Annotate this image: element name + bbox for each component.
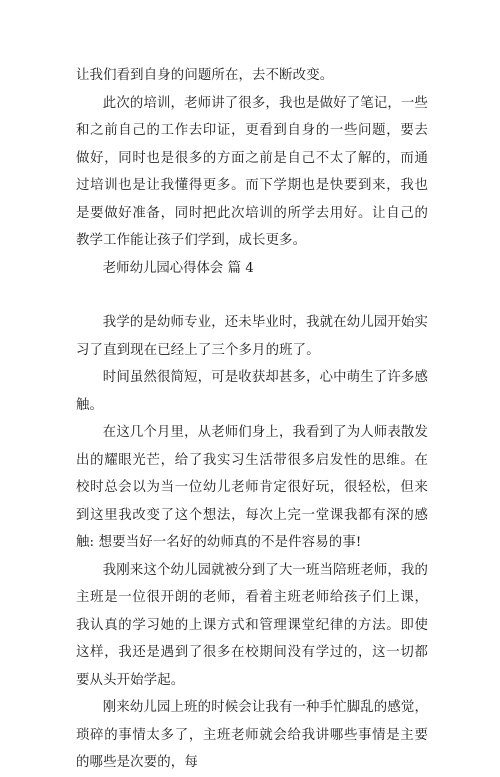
- paragraph-first-days: 刚来幼儿园上班的时候会让我有一种手忙脚乱的感觉，琐碎的事情太多了，主班老师就会给我讲哪些事情是主要的哪些是次要的，每: [76, 700, 428, 770]
- blank-line: [76, 282, 428, 309]
- paragraph-training-reflection: 此次的培训，老师讲了很多，我也是做好了笔记，一些和之前自己的工作去印证，更看到自身的一些问题，要去做好，同时也是很多的方面之前是自己不太了解的，而通过培训也是让我懂得更多。而下学期也是快要到来，我也是要做好准备，同时把此次培训的所学去用好。让自己的教学工作能让孩子们学到，成长更多。: [76, 95, 428, 248]
- paragraph-intro: 我学的是幼师专业，还未毕业时，我就在幼儿园开始实习了直到现在已经上了三个多月的班了。: [76, 315, 428, 358]
- paragraph-months: 在这几个月里，从老师们身上，我看到了为人师表散发出的耀眼光芒，给了我实习生活带很多启发性的思维。在校时总会以为当一位幼儿老师肯定很好玩，很轻松，但来到这里我改变了这个想法，每次上完一堂课我都有深的感触: 想要当好一名好的幼师真的不是件容易的事!: [76, 425, 428, 550]
- paragraph-time: 时间虽然很简短，可是收获却甚多，心中萌生了许多感触。: [76, 370, 428, 413]
- section-title: 老师幼儿园心得体会 篇 4: [102, 260, 254, 276]
- paragraph-assignment: 我刚来这个幼儿园就被分到了大一班当陪班老师，我的主班是一位很开朗的老师，看着主班老师给孩子们上课，我认真的学习她的上课方式和管理课堂纪律的方法。即使这样，我还是遇到了很多在校期间没有学过的，这一切都要从头开始学起。: [76, 562, 428, 688]
- paragraph-continuation: 让我们看到自身的问题所在，去不断改变。: [76, 68, 334, 83]
